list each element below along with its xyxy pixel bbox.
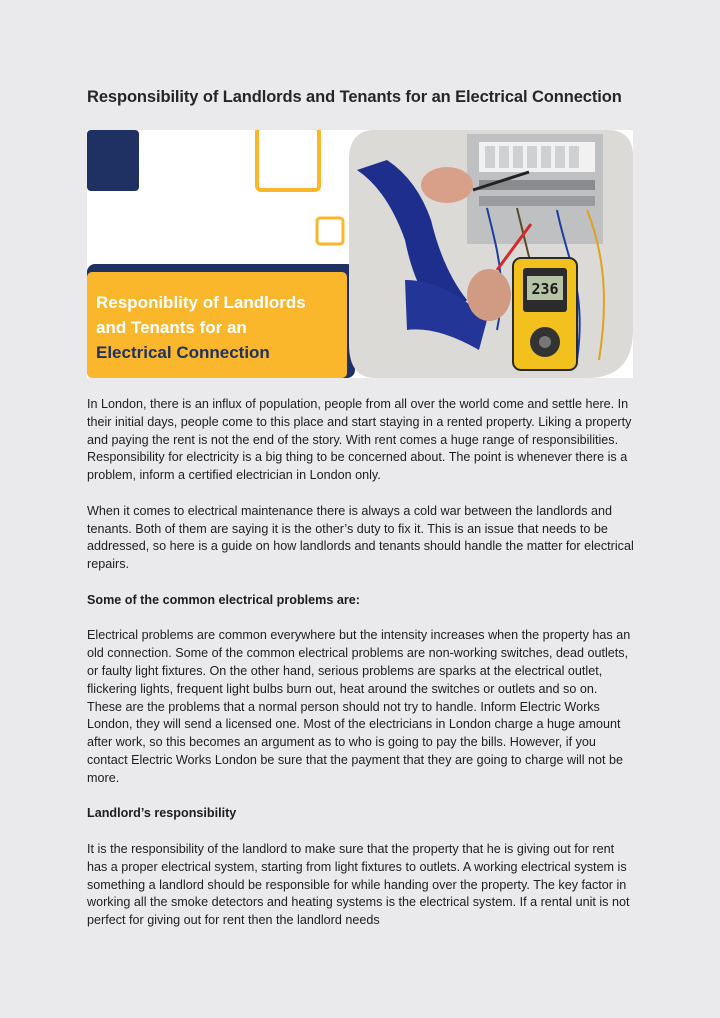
multimeter-dial-center (539, 336, 551, 348)
heading-common-problems: Some of the common electrical problems are: (87, 592, 360, 607)
yellow-outline-square-shape (257, 130, 319, 190)
hero-image (87, 130, 633, 378)
right-hand-shape (467, 269, 511, 321)
paragraph-intro: In London, there is an influx of population, people from all over the world come and settle here. In their initial days, people come to this place and start staying in a rented property. Liking a property and paying the rent is not the end of the story. With rent comes a huge range of responsibilities. Responsibility for electricity is a big thing to be concerned about. The point is whenever there is a problem, inform a certified electrician in London only. (87, 397, 632, 483)
heading-landlord-responsibility: Landlord’s responsibility (87, 806, 237, 821)
paragraph-maintenance: When it comes to electrical maintenance there is always a cold war between the landlords and tenants. Both of them are saying it is the other’s duty to fix it. This is an issue that needs to be addressed, so here is a guide on how landlords and tenants should handle the matter for electrical repairs. (87, 503, 634, 572)
left-hand-shape (421, 167, 473, 203)
banner-line-3: Electrical Connection (96, 343, 270, 362)
banner-line-1: Responiblity of Landlords (96, 293, 306, 312)
paragraph-landlord: It is the responsibility of the landlord to make sure that the property that he is giving out for rent has a proper electrical system, starting from light fixtures to outlets. A working electrical system is something a landlord should be responsible for while handing over the property. The key factor in working all the smoke detectors and heating systems is the electrical system. If a rental unit is not perfect for giving out for rent then the landlord needs (87, 841, 630, 928)
article-body (87, 396, 635, 948)
paragraph-problems: Electrical problems are common everywhere but the intensity increases when the property has an old connection. Some of the common electrical problems are non-working switches, dead outlets, or faulty light fixtures. On the other hand, serious problems are sparks at the electrical outlet, flickering lights, frequent light bulbs burn out, heat around the switches or outlets and so on. These are the problems that a normal person should not try to handle. Inform Electric Works London, they will send a licensed one. Most of the electricians in London charge a huge amount after work, so this becomes an argument as to who is going to pay the bills. However, if you contact Electric Works London be sure that the payment that they are going to charge will not be more. (87, 628, 631, 785)
navy-square-shape (87, 130, 139, 191)
small-yellow-square-shape (317, 218, 343, 244)
banner-text (96, 290, 356, 365)
page-title: Responsibility of Landlords and Tenants for an Electrical Connection (87, 88, 622, 106)
meter-reading: 236 (531, 280, 559, 298)
terminal-strip-2 (479, 196, 595, 206)
banner-line-2: and Tenants for an (96, 318, 247, 337)
